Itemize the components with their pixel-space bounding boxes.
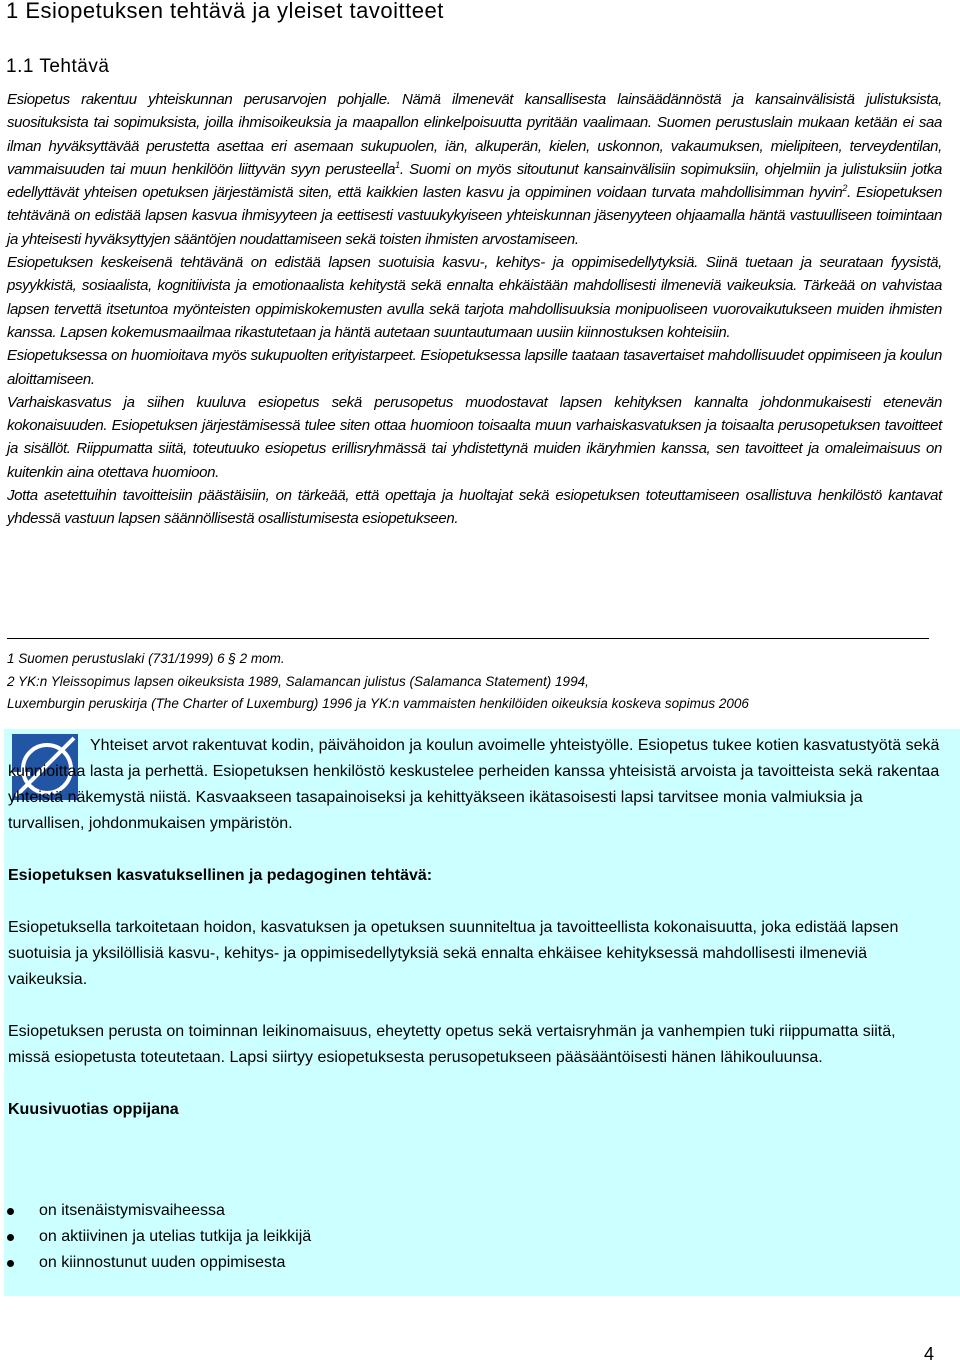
footnote: Luxemburgin peruskirja (The Charter of Luxemburg) 1996 ja YK:n vammaisten henkilöiden oikeuksia koskeva sopimus 2006 [7,696,749,711]
footnote-marker: 2 [842,183,848,194]
box-content [8,733,940,1123]
footnote-divider [7,638,929,639]
footnote: 2 YK:n Yleissopimus lapsen oikeuksista 1989, Salamancan julistus (Salamanca Statement) 1994, [7,673,589,689]
box-paragraph: Esiopetuksella tarkoitetaan hoidon, kasvatuksen ja opetuksen suunniteltua ja tavoitteellista kokonaisuutta, joka edistää lapsen suotuisia ja yksilöllisiä kasvu-, kehitys- ja oppimisedellytyksiä sekä ennalta ehkäisee kehityksessä mahdollisesti ilmeneviä vaikeuksia. [8,919,899,988]
list-item: on itsenäistymisvaiheessa [4,1198,904,1224]
page-number: 4 [924,1344,935,1364]
footnote: 1 Suomen perustuslaki (731/1999) 6 § 2 mom. [7,651,285,666]
intro-text [7,88,942,531]
list-item: on aktiivinen ja utelias tutkija ja leikkijä [4,1224,904,1250]
chapter-title: 1 Esiopetuksen tehtävä ja yleiset tavoitteet [6,0,444,23]
box-heading: Kuusivuotias oppijana [8,1101,179,1118]
paragraph: Esiopetuksessa on huomioitava myös sukupuolten erityistarpeet. Esiopetuksessa lapsille taataan tasavertaiset mahdollisuudet oppimiseen ja koulun aloittamiseen. [7,347,942,388]
footnotes [7,648,937,716]
list-item: on kiinnostunut uuden oppimisesta [4,1250,904,1276]
section-title: 1.1 Tehtävä [6,56,110,77]
paragraph: Varhaiskasvatus ja siihen kuuluva esiopetus sekä perusopetus muodostavat lapsen kehityksen kannalta johdonmukaisesti etenevän kokonaisuuden. Esiopetuksen järjestämisessä tulee siten ottaa huomioon toisaalta muun varhaiskasvatuksen ja toisaalta perusopetuksen tavoitteet ja sisällöt. Riippumatta siitä, toteutuuko esiopetus erillisryhmässä tai yhdistettynä muiden ikäryhmien kanssa, sen tavoitteet ja omaleimaisuus on kuitenkin aina otettava huomioon. [7,393,942,481]
paragraph: Esiopetus rakentuu yhteiskunnan perusarvojen pohjalle. Nämä ilmenevät kansallisesta lainsäädännöstä ja kansainvälisistä julistuksista, suosituksista tai sopimuksista, joilla ihmisoikeuksia ja maapallon elinkelpoisuutta pyritään vaalimaan. Suomen perustuslain mukaan ketään ei saa ilman hyväksyttävää perustetta asettaa eri asemaan sukupuolen, iän, alkuperän, kielen, uskonnon, vakaumuksen, mielipiteen, terveydentilan, vammaisuuden tai muun henkilöön liittyvän syyn perusteella$^1$. Suomi on myös sitoutunut kansainvälisiin sopimuksiin, ohjelmiin ja julistuksiin jotka edellyttävät yhteisen opetuksen järjestämistä siten, että kaikkien lasten kasvu ja oppiminen voidaan turvata mahdollisimman hyvin$^2$. Esiopetuksen tehtävänä on edistää lapsen kasvua ihmisyyteen ja eettisesti vastuukykyiseen yhteiskunnan jäsenyyteen ohjaamalla häntä vastuulliseen toimintaan ja yhteisesti hyväksyttyjen sääntöjen noudattamiseen sekä toisten ihmisten arvostamiseen. [7,91,943,248]
bullet-list [4,1198,904,1276]
box-heading: Esiopetuksen kasvatuksellinen ja pedagoginen tehtävä: [8,867,433,884]
box-paragraph: Esiopetuksen perusta on toiminnan leikinomaisuus, eheytetty opetus sekä vertaisryhmän ja vanhempien tuki riippumatta siitä, missä esiopetusta toteutetaan. Lapsi siirtyy esiopetuksesta perusopetukseen pääsääntöisesti hänen lähikouluunsa. [8,1023,896,1066]
paragraph: Esiopetuksen keskeisenä tehtävänä on edistää lapsen suotuisia kasvu-, kehitys- ja oppimisedellytyksiä. Siinä tuetaan ja seurataan fyysistä, psyykkistä, sosiaalista, kognitiivista ja emotionaalista kehitystä sekä ennalta ehkäistään mahdollisesti ilmeneviä vaikeuksia. Tärkeää on vahvistaa lapsen tervettä itsetuntoa myönteisten oppimiskokemusten avulla sekä tarjota mahdollisuuksia monipuoliseen vuorovaikutukseen muiden ihmisten kanssa. Lapsen kokemusmaailmaa rikastutetaan ja häntä autetaan suuntautumaan uusiin kiinnostuksen kohteisiin. [7,254,942,341]
paragraph: Jotta asetettuihin tavoitteisiin päästäisiin, on tärkeää, että opettaja ja huoltajat sekä esiopetuksen toteuttamiseen osallistuva henkilöstö kantavat yhdessä vastuun lapsen säännöllisestä osallistumisesta esiopetukseen. [7,487,942,528]
box-intro: Yhteiset arvot rakentuvat kodin, päivähoidon ja koulun avoimelle yhteistyölle. Esiopetus tukee kotien kasvatustyötä sekä kunnioittaa lasta ja perhettä. Esiopetuksen henkilöstö keskustelee perheiden kanssa yhteisistä arvoista ja tavoitteista sekä rakentaa yhteistä näkemystä niistä. Kasvaakseen tasapainoiseksi ja kehittyäkseen ikätasoisesti lapsi tarvitsee monia valmiuksia ja turvallisen, johdonmukaisen ympäristön. [8,737,940,832]
footnote-marker: 1 [395,159,400,170]
